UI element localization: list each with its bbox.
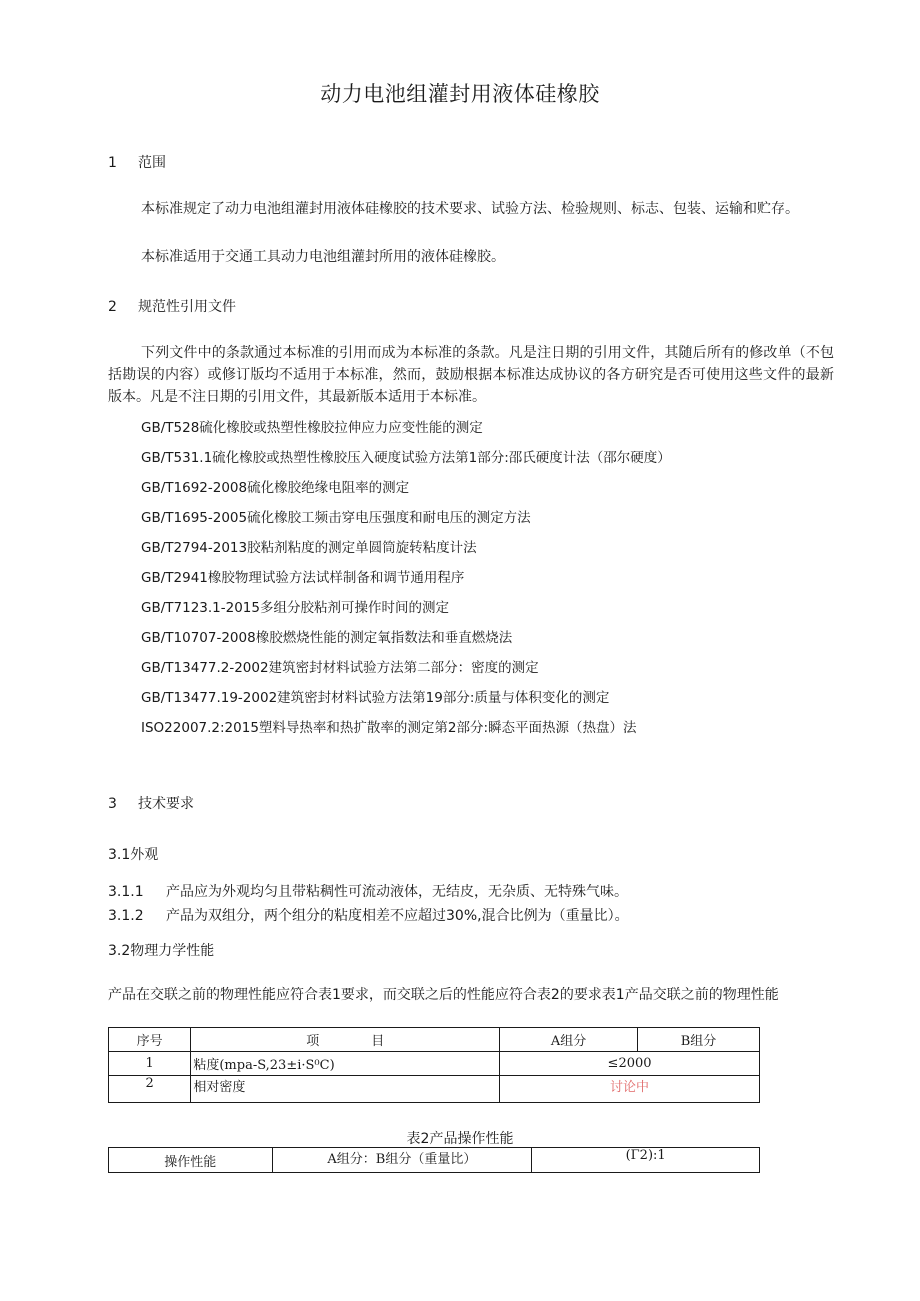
reference-item: GB/T13477.19-2002建筑密封材料试验方法第19部分:质量与体积变化的测定	[141, 690, 610, 706]
row-value-pending: 讨论中	[500, 1076, 760, 1103]
physical-properties-paragraph: 产品在交联之前的物理性能应符合表1要求，而交联之后的性能应符合表2的要求表1产品交联之前的物理性能	[108, 987, 779, 1003]
reference-item: GB/T528硫化橡胶或热塑性橡胶拉伸应力应变性能的测定	[141, 420, 483, 436]
cell-operation: 操作性能	[109, 1148, 273, 1173]
reference-item: GB/T7123.1-2015多组分胶粘剂可操作时间的测定	[141, 600, 449, 616]
reference-item: GB/T13477.2-2002建筑密封材料试验方法第二部分：密度的测定	[141, 660, 539, 676]
cell-ratio-value: (Γ2):1	[532, 1148, 760, 1173]
reference-item: GB/T2794-2013胶粘剂粘度的测定单圆筒旋转粘度计法	[141, 540, 477, 556]
section-1-heading	[108, 152, 166, 172]
header-cell-b: B组分	[637, 1028, 759, 1052]
row-no: 1	[109, 1052, 191, 1076]
table-row	[109, 1076, 760, 1103]
clause-number: 3.1.2	[108, 908, 144, 924]
row-value: ≤2000	[500, 1052, 760, 1076]
row-no: 2	[109, 1076, 191, 1103]
scope-paragraph-1: 本标准规定了动力电池组灌封用液体硅橡胶的技术要求、试验方法、检验规则、标志、包装、运输和贮存。	[141, 201, 799, 217]
section-title: 技术要求	[138, 796, 194, 812]
header-cell-item: 项 目	[191, 1028, 500, 1052]
normative-references-paragraph: 下列文件中的条款通过本标准的引用而成为本标准的条款。凡是注日期的引用文件，其随后所有的修改单（不包括勘误的内容）或修订版均不适用于本标准，然而，鼓励根据本标准达成协议的各方研究是否可使用这些文件的最新版本。凡是不注日期的引用文件，其最新版本适用于本标准。	[108, 345, 834, 405]
section-title: 范围	[138, 155, 166, 171]
row-item: 相对密度	[191, 1076, 500, 1103]
clause-text: 产品应为外观均匀且带粘稠性可流动液体，无结皮，无杂质、无特殊气味。	[166, 884, 628, 900]
document-title: 动力电池组灌封用液体硅橡胶	[320, 82, 600, 106]
section-title: 规范性引用文件	[138, 299, 236, 315]
scope-paragraph-2: 本标准适用于交通工具动力电池组灌封所用的液体硅橡胶。	[141, 249, 505, 265]
clause-number: 3.1.1	[108, 884, 144, 900]
reference-item: GB/T2941橡胶物理试验方法试样制备和调节通用程序	[141, 570, 465, 586]
section-number: 1	[108, 155, 117, 171]
reference-item: GB/T10707-2008橡胶燃烧性能的测定氧指数法和垂直燃烧法	[141, 630, 513, 646]
reference-item: GB/T531.1硫化橡胶或热塑性橡胶压入硬度试验方法第1部分:邵氏硬度计法（邵尔硬度）	[141, 450, 671, 466]
header-cell-no: 序号	[109, 1028, 191, 1052]
table-1-pre-crosslink-properties	[108, 1027, 760, 1103]
table-row	[109, 1148, 760, 1173]
cell-ratio-label: A组分：B组分（重量比）	[272, 1148, 532, 1173]
table-header-row	[109, 1028, 760, 1052]
clause-text: 产品为双组分，两个组分的粘度相差不应超过30%,混合比例为（重量比）。	[166, 908, 629, 924]
section-3-heading	[108, 793, 194, 813]
header-cell-a: A组分	[500, 1028, 638, 1052]
clause-3-1-1	[108, 881, 628, 901]
reference-item: ISO22007.2:2015塑料导热率和热扩散率的测定第2部分:瞬态平面热源（热盘）法	[141, 720, 637, 736]
section-number: 2	[108, 299, 117, 315]
row-item: 粘度(mpa-S,23±i·S⁰C)	[191, 1052, 500, 1076]
reference-item: GB/T1692-2008硫化橡胶绝缘电阻率的测定	[141, 480, 410, 496]
clause-3-1-2	[108, 905, 629, 925]
table-row	[109, 1052, 760, 1076]
table-2-caption: 表2产品操作性能	[406, 1131, 514, 1147]
section-number: 3	[108, 796, 117, 812]
table-2-operation-properties	[108, 1147, 760, 1173]
section-2-heading	[108, 296, 236, 316]
subsection-3-2-heading: 3.2物理力学性能	[108, 943, 215, 959]
subsection-3-1-heading: 3.1外观	[108, 847, 159, 863]
reference-item: GB/T1695-2005硫化橡胶工频击穿电压强度和耐电压的测定方法	[141, 510, 531, 526]
